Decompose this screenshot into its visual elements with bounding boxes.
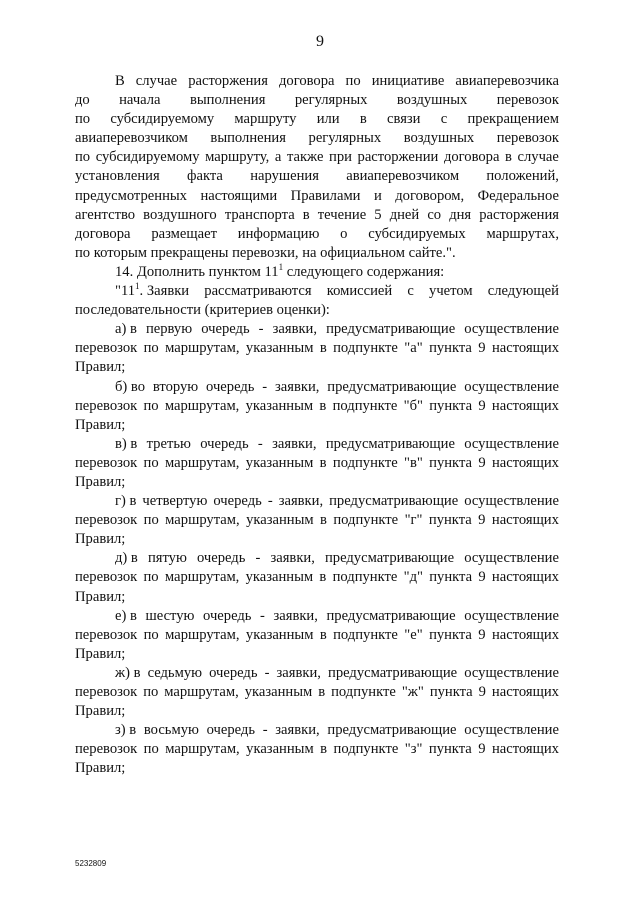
word: пятую [147,550,187,567]
word: настоящих [491,626,559,643]
word: первую [145,321,193,338]
word: в [320,512,327,529]
word: "г" [404,512,423,529]
word: очередь [209,664,258,681]
word: осуществление [464,664,559,681]
word: по [345,73,361,89]
word: договором, [395,187,465,204]
criterion-line [75,568,559,587]
criterion-line [75,339,559,358]
word: воздушных [403,130,475,147]
criterion-item [75,435,559,492]
paragraph-line [75,167,559,186]
word: - [258,321,264,338]
item-14-line [75,263,559,282]
paragraph-line [75,110,559,129]
word: перевозок [496,130,559,147]
word: выполнения [189,92,266,109]
word: а) в [115,321,137,338]
criterion-item [75,664,559,721]
word: маршрутам, [165,626,240,643]
word: очередь [200,435,249,452]
word: расторжения [188,73,268,89]
word: дней [389,206,420,223]
criteria-list [75,320,559,778]
word: подпункте [333,626,398,643]
criterion-line [75,683,559,702]
word: указанным [246,512,314,529]
word: прекращением [467,111,559,128]
word: очередь [213,493,262,510]
page-number: 9 [316,33,324,50]
word: маршруту, [205,149,270,166]
word: "ж" [401,684,424,700]
word: в [320,741,328,758]
word: перевозок [75,454,138,471]
word: 9 [478,684,486,700]
word: очередь [196,550,246,567]
paragraph-line [75,91,559,110]
criterion-item [75,378,559,435]
word: воздушного [143,206,217,223]
word [115,282,189,301]
word: 9 [478,741,486,758]
criterion-line [75,378,559,397]
paragraph-line [75,225,559,244]
word: перевозок [496,92,559,109]
word: пункта [429,340,472,357]
word: осуществление [464,722,559,739]
criterion-line [75,607,559,626]
word: факта [187,168,223,185]
word: расторжения [479,206,559,223]
word: предусматривающие [327,722,457,739]
item-14-text: 14. Дополнить пунктом 11 [115,263,279,280]
word: предусматривающие [327,378,457,395]
word: о [340,225,348,242]
word: и [373,187,382,204]
word: в [505,149,512,166]
word: в) в [115,435,138,452]
word: субсидируемых [368,225,466,242]
word: "б" [403,397,423,414]
word: в [318,684,326,700]
paragraph-line [75,148,559,167]
word: перевозок [75,569,138,586]
word: договора [278,73,335,89]
word: "а" [404,340,423,357]
word: по [143,454,159,471]
criterion-line [75,626,559,645]
criterion-line: Правил; [75,473,126,490]
word: по [143,340,159,357]
word: заявки, [273,607,318,624]
word: предусматривающие [326,607,456,624]
criterion-line: Правил; [75,703,126,720]
word: "з" [404,741,423,758]
criterion-line: Правил; [75,645,126,662]
word: пункта [429,454,472,471]
word: - [255,550,261,567]
word: В [115,73,125,89]
word: подпункте [332,569,398,586]
document-code: 5232809 [75,859,107,868]
word: предусматривающие [326,321,456,338]
word: указанным [245,626,314,643]
word: очередь [206,722,256,739]
word: выполнения [210,130,286,147]
word: начала [119,92,161,109]
criterion-line [75,511,559,530]
word: настоящих [491,512,559,529]
word: перевозок [75,397,138,414]
word: информацию [237,225,320,242]
paragraph-line [75,206,559,225]
item-11-1-number: "11 [115,283,136,300]
word: - [262,378,268,395]
word: маршрутам, [165,512,240,529]
word: при [329,149,352,166]
word: по [143,512,159,529]
word: - [260,607,265,624]
word: заявки, [272,435,317,452]
word: указанным [244,684,313,700]
word: в [319,340,327,357]
word: Правилами [290,187,361,204]
word: указанным [245,397,314,414]
paragraph-line [75,129,559,148]
word: дня [449,206,472,223]
word: осуществление [464,378,559,395]
word: е) в [115,607,137,624]
word: в [319,569,327,586]
word: по [143,569,159,586]
criterion-line [75,740,559,759]
criterion-line [75,492,559,511]
word: транспорта [224,206,295,223]
paragraph-termination [75,72,559,263]
word: маршрутам, [164,569,240,586]
word: предусматривающие [324,550,455,567]
word: настоящих [491,340,559,357]
word: подпункте [332,454,398,471]
word: заявки, [276,664,321,681]
word: настоящих [491,397,559,414]
word: договора [443,149,500,166]
word: в [302,206,310,223]
criterion-line [75,435,559,454]
word: б) во [115,378,146,395]
word: субсидируемому [95,149,200,166]
word: авиаперевозчиком [75,130,188,147]
word: маршрутам, [164,454,240,471]
word: перевозок [75,626,138,643]
word: указанным [245,569,314,586]
word: случае [517,149,559,166]
word: настоящих [491,741,559,758]
word: настоящих [491,684,559,700]
word: перевозок [75,741,138,758]
word: комиссией [326,283,393,300]
item-11-1-first-line [75,282,559,301]
word: регулярных [294,92,368,109]
word: по [143,741,159,758]
criterion-item [75,721,559,778]
word: авиаперевозчиком [346,168,460,185]
word: заявки, [275,722,320,739]
criterion-item [75,607,559,664]
word: подпункте [333,741,399,758]
word: - [262,722,268,739]
word: 5 [374,206,382,223]
word: заявки, [278,493,324,510]
item-11-1-second-line: последовательности (критериев оценки): [75,302,330,319]
word: заявки, [272,321,318,338]
word: - [264,664,270,681]
word: перевозок [75,340,138,357]
word: четвертую [142,493,208,510]
word: г) в [115,493,137,510]
word: пункта [428,741,472,758]
word: авиаперевозчика [455,73,559,89]
word: маршрутам, [164,397,240,414]
word: в [359,111,367,128]
word: осуществление [464,435,559,452]
word: настоящими [200,187,278,204]
word: шестую [145,607,195,624]
word: до [75,92,90,109]
word: инициативе [371,73,445,89]
word: по [75,149,91,166]
word: - [257,435,263,452]
criterion-item [75,492,559,549]
word: ж) в [115,664,141,681]
word: размещает [151,225,217,242]
word: з) в [115,722,137,739]
word: седьмую [147,664,203,681]
word: а [274,149,282,166]
word: с [440,111,448,128]
word: подпункте [332,397,398,414]
word: осуществление [464,607,559,624]
word: очередь [203,607,252,624]
word: очередь [206,378,255,395]
word: в [319,454,327,471]
word: договора [75,225,131,242]
criterion-line: Правил; [75,416,126,433]
word: очередь [201,321,250,338]
criterion-item [75,549,559,606]
word: по [143,397,159,414]
item-14-superscript: 1 [278,261,284,272]
word: маршрутам, [164,684,239,700]
word: случае [135,73,178,89]
word: маршрутам, [165,741,240,758]
word: маршрутам, [165,340,240,357]
paragraph-line: по которым прекращены перевозки, на официальном сайте.". [75,244,456,261]
word: воздушных [396,92,468,109]
word: 9 [478,454,486,471]
word: пункта [429,684,473,700]
word: восьмую [143,722,199,739]
word: пункта [428,512,472,529]
word: пункта [429,569,473,586]
word: "д" [403,569,423,586]
paragraph-line [75,187,559,206]
criterion-item [75,320,559,377]
word: указанным [245,454,314,471]
word: установления [75,168,160,185]
paragraph-line [75,72,559,91]
word: предусматривающие [328,664,458,681]
item-11-1-superscript: 1 [135,281,140,292]
word: расторжении [357,149,439,166]
word: агентство [75,206,136,223]
word: осуществление [464,321,559,338]
criterion-line: Правил; [75,588,126,605]
criterion-line: Правил; [75,760,126,777]
criterion-line [75,320,559,339]
word: нарушения [250,168,319,185]
word: по [75,111,91,128]
word: по [143,626,159,643]
word: пункта [429,397,473,414]
word: осуществление [464,493,559,510]
word: учетом [429,283,473,300]
word: . Заявки [139,283,190,300]
word: заявки, [275,378,320,395]
word: указанным [246,741,314,758]
word: с [407,283,414,300]
criterion-line [75,549,559,568]
word: следующей [487,283,559,300]
word: перевозок [75,512,138,529]
word: осуществление [464,550,559,567]
word: 9 [478,626,486,643]
word: предусматривающие [325,435,455,452]
word: или [316,111,340,128]
word: 9 [478,340,486,357]
word: со [427,206,442,223]
word: 9 [478,397,486,414]
word: "в" [404,454,423,471]
word: в [319,626,327,643]
word: перевозок [75,684,138,700]
criterion-line [75,664,559,683]
word: Федеральное [477,187,559,204]
word: течение [317,206,367,223]
word: также [286,149,324,166]
word: 9 [478,512,486,529]
word: связи [387,111,421,128]
word: предусмотренных [75,187,187,204]
criterion-line [75,721,559,740]
word: подпункте [333,340,398,357]
word: настоящих [491,569,559,586]
word: подпункте [333,512,399,529]
word: вторую [152,378,199,395]
word: заявки, [270,550,315,567]
word: "е" [404,626,423,643]
criterion-line [75,454,559,473]
word: по [143,684,159,700]
word: указанным [245,340,314,357]
criterion-line: Правил; [75,359,126,376]
word: предусматривающие [329,493,459,510]
word: пункта [429,626,472,643]
word: маршруту [234,111,297,128]
item-14-text-end: следующего содержания: [283,263,445,280]
word: настоящих [491,454,559,471]
word: регулярных [308,130,382,147]
word: д) в [115,550,138,567]
word: - [267,493,273,510]
word: маршрутах, [486,225,559,242]
word: подпункте [331,684,396,700]
document-body [75,72,559,778]
word: положений, [486,168,559,185]
word: в [319,397,327,414]
word: субсидируемому [110,111,215,128]
criterion-line: Правил; [75,531,126,548]
word: третью [146,435,191,452]
criterion-line [75,397,559,416]
word: рассматриваются [204,283,312,300]
word: 9 [478,569,486,586]
